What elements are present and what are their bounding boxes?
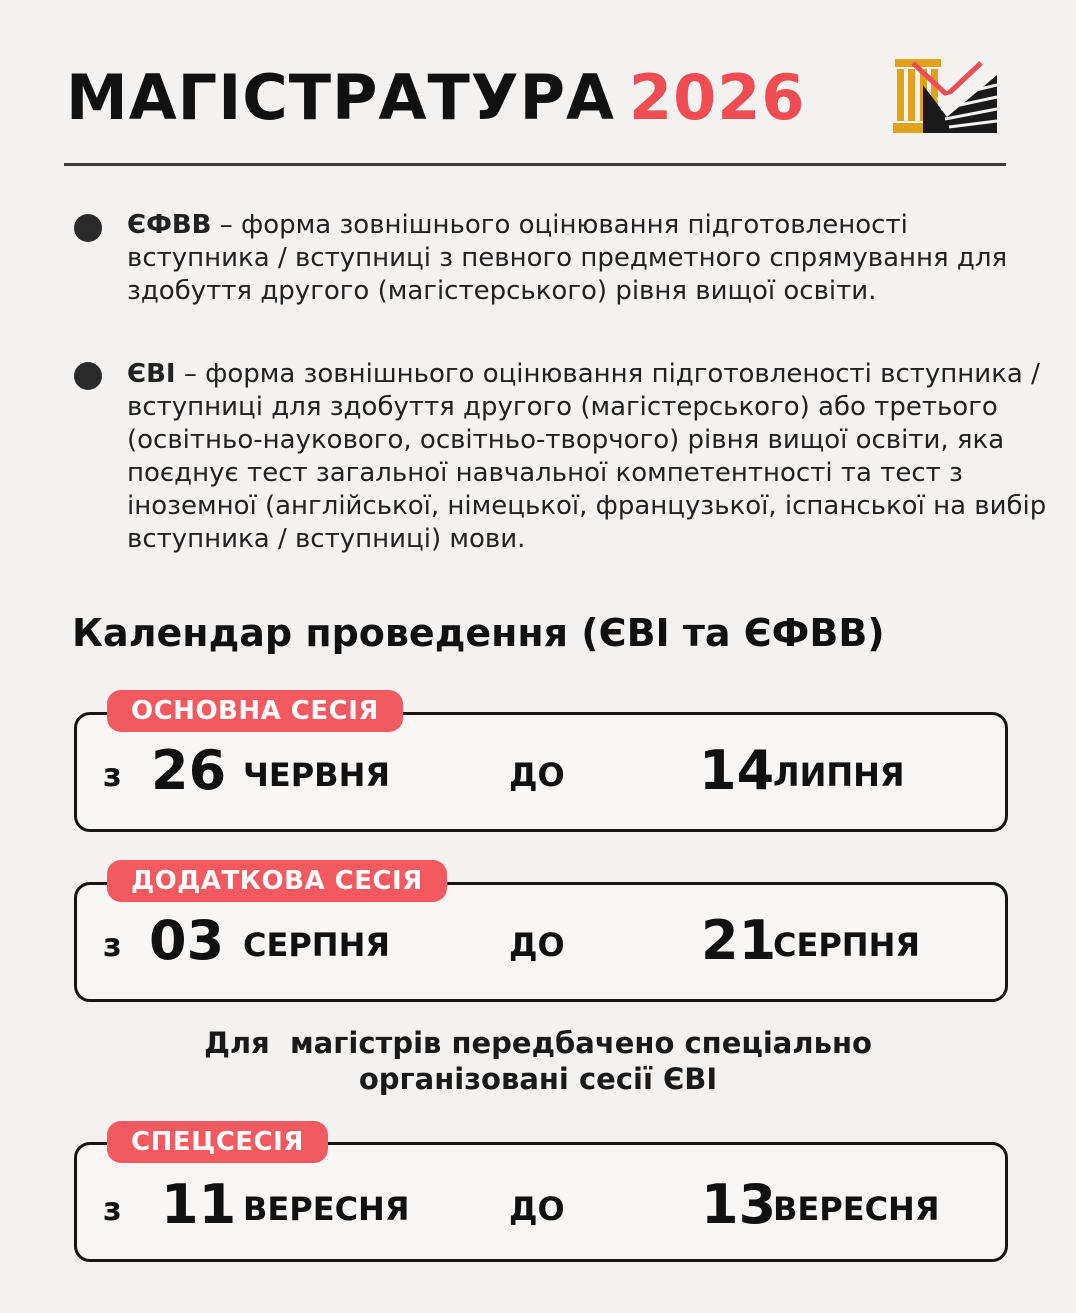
session-end-month: ЛИПНЯ <box>773 756 905 794</box>
session-to: ДО <box>509 1190 565 1228</box>
calendar-title: Календар проведення (ЄВІ та ЄФВВ) <box>72 611 885 655</box>
session-start-month: ВЕРЕСНЯ <box>243 1190 410 1228</box>
definition-text: – форма зовнішнього оцінювання підготовленості вступника / вступниці з певного предметного спрямування для здобуття другого (магістерського) рівня вищої освіти. <box>127 210 1008 306</box>
definition-term: ЄФВВ <box>127 210 212 240</box>
session-to: ДО <box>509 756 565 794</box>
session-start-day: 11 <box>161 1173 237 1236</box>
session-start-month: СЕРПНЯ <box>243 926 390 964</box>
session-to: ДО <box>509 926 565 964</box>
session-start-month: ЧЕРВНЯ <box>243 756 390 794</box>
definition-term: ЄВІ <box>127 359 176 389</box>
university-logo-icon <box>893 55 999 135</box>
note-line-1: Для магістрів передбачено спеціально <box>204 1026 872 1060</box>
page-title <box>66 58 806 138</box>
bullet-icon <box>74 214 102 242</box>
header-divider <box>64 163 1006 166</box>
definition-efvv <box>127 209 1047 308</box>
session-end-day: 13 <box>701 1173 777 1236</box>
session-end-day: 14 <box>699 739 775 802</box>
session-from: з <box>103 926 122 964</box>
session-end-month: ВЕРЕСНЯ <box>773 1190 940 1228</box>
bullet-icon <box>74 362 102 390</box>
session-tag-main: ОСНОВНА СЕСІЯ <box>107 690 403 732</box>
note-line-2: організовані сесії ЄВІ <box>358 1062 718 1096</box>
session-from: з <box>103 1190 122 1228</box>
title-year: 2026 <box>629 61 806 134</box>
definition-text: – форма зовнішнього оцінювання підготовленості вступника / вступниці для здобуття другого (магістерського) або третього (освітньо-наукового, освітньо-творчого) рівня вищої освіти, яка поєднує тест загальної навчальної компетентності та тест з іноземної (англійської, німецької, французької, іспанської на вибір вступника / вступниці) мови. <box>127 359 1047 554</box>
special-session-note <box>0 1025 1076 1097</box>
session-start-day: 03 <box>149 909 225 972</box>
definition-evi <box>127 358 1047 556</box>
session-tag-additional: ДОДАТКОВА СЕСІЯ <box>107 860 447 902</box>
session-end-day: 21 <box>701 909 777 972</box>
session-end-month: СЕРПНЯ <box>773 926 920 964</box>
session-start-day: 26 <box>151 739 227 802</box>
title-text: МАГІСТРАТУРА <box>66 61 615 134</box>
session-tag-special: СПЕЦСЕСІЯ <box>107 1121 328 1163</box>
session-from: з <box>103 756 122 794</box>
